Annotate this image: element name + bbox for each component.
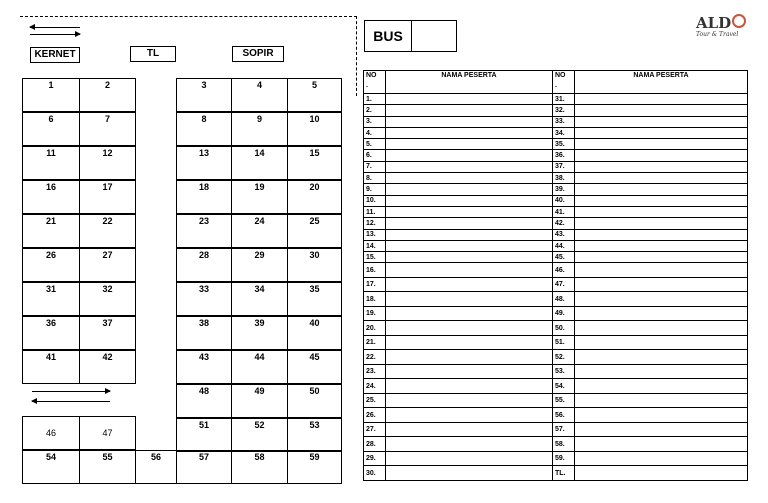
row-number: 38. bbox=[553, 173, 575, 184]
table-row bbox=[364, 263, 748, 278]
participant-name-cell[interactable] bbox=[386, 292, 553, 307]
seat-51: 51 bbox=[176, 418, 232, 452]
sopir-label: SOPIR bbox=[232, 46, 284, 62]
seat-43: 43 bbox=[176, 350, 232, 384]
row-number: 18. bbox=[364, 292, 386, 307]
participant-name-cell[interactable] bbox=[575, 292, 748, 307]
participant-name-cell[interactable] bbox=[386, 364, 553, 379]
seat-20: 20 bbox=[287, 180, 342, 214]
row-number: 44. bbox=[553, 240, 575, 251]
col-no-header: NO . bbox=[553, 71, 575, 94]
seat-12: 12 bbox=[79, 146, 136, 180]
row-number: 20. bbox=[364, 321, 386, 336]
participant-name-cell[interactable] bbox=[386, 321, 553, 336]
table-header-row bbox=[364, 71, 748, 94]
table-row bbox=[364, 127, 748, 138]
seat-35: 35 bbox=[287, 282, 342, 316]
arrow-left-icon bbox=[30, 27, 80, 28]
row-number: 49. bbox=[553, 306, 575, 321]
table-row bbox=[364, 206, 748, 217]
seat-58: 58 bbox=[231, 450, 288, 484]
row-number: 2. bbox=[364, 105, 386, 116]
seat-48: 48 bbox=[176, 384, 232, 418]
seat-37: 37 bbox=[79, 316, 136, 350]
row-number: 46. bbox=[553, 263, 575, 278]
logo-subtitle: Tour & Travel bbox=[696, 31, 739, 38]
col-name-header: NAMA PESERTA bbox=[386, 71, 553, 94]
participant-name-cell[interactable] bbox=[575, 229, 748, 240]
participant-name-cell[interactable] bbox=[575, 350, 748, 365]
row-number: 15. bbox=[364, 252, 386, 263]
row-number: 11. bbox=[364, 206, 386, 217]
participant-name-cell[interactable] bbox=[386, 306, 553, 321]
participant-name-cell[interactable] bbox=[575, 206, 748, 217]
participant-name-cell[interactable] bbox=[575, 277, 748, 292]
table-row bbox=[364, 184, 748, 195]
seat-7: 7 bbox=[79, 112, 136, 146]
seat-39: 39 bbox=[231, 316, 288, 350]
row-number: 35. bbox=[553, 139, 575, 150]
seat-50: 50 bbox=[287, 384, 342, 418]
seat-27: 27 bbox=[79, 248, 136, 282]
participant-name-cell[interactable] bbox=[575, 466, 748, 481]
participant-name-cell[interactable] bbox=[575, 306, 748, 321]
seat-40: 40 bbox=[287, 316, 342, 350]
seat-4: 4 bbox=[231, 78, 288, 112]
table-row bbox=[364, 321, 748, 336]
row-number: 34. bbox=[553, 127, 575, 138]
participant-name-cell[interactable] bbox=[386, 466, 553, 481]
arrow-left-icon bbox=[32, 401, 110, 402]
row-number: 14. bbox=[364, 240, 386, 251]
row-number: 58. bbox=[553, 437, 575, 452]
row-number: 37. bbox=[553, 161, 575, 172]
logo-emblem-icon bbox=[732, 14, 746, 28]
row-number: 17. bbox=[364, 277, 386, 292]
arrow-right-icon bbox=[30, 34, 80, 35]
seat-57: 57 bbox=[176, 450, 232, 484]
participant-name-cell[interactable] bbox=[575, 240, 748, 251]
row-number: 57. bbox=[553, 422, 575, 437]
table-row bbox=[364, 422, 748, 437]
participant-name-cell[interactable] bbox=[386, 195, 553, 206]
participant-name-cell[interactable] bbox=[386, 139, 553, 150]
seat-25: 25 bbox=[287, 214, 342, 248]
seat-22: 22 bbox=[79, 214, 136, 248]
company-logo bbox=[696, 14, 752, 42]
row-number: 9. bbox=[364, 184, 386, 195]
table-row bbox=[364, 393, 748, 408]
seat-55: 55 bbox=[79, 450, 136, 484]
participant-name-cell[interactable] bbox=[386, 116, 553, 127]
participant-name-cell[interactable] bbox=[386, 393, 553, 408]
participant-name-cell[interactable] bbox=[575, 105, 748, 116]
participant-name-cell[interactable] bbox=[575, 116, 748, 127]
participant-name-cell[interactable] bbox=[575, 195, 748, 206]
row-number: 59. bbox=[553, 451, 575, 466]
table-row bbox=[364, 150, 748, 161]
participant-name-cell[interactable] bbox=[386, 350, 553, 365]
participant-name-cell[interactable] bbox=[386, 240, 553, 251]
table-row bbox=[364, 218, 748, 229]
participant-name-cell[interactable] bbox=[386, 105, 553, 116]
participant-name-cell[interactable] bbox=[575, 321, 748, 336]
row-number: 51. bbox=[553, 335, 575, 350]
row-number: 5. bbox=[364, 139, 386, 150]
row-number: 26. bbox=[364, 408, 386, 423]
seat-13: 13 bbox=[176, 146, 232, 180]
participant-name-cell[interactable] bbox=[575, 364, 748, 379]
table-row bbox=[364, 105, 748, 116]
table-row bbox=[364, 379, 748, 394]
row-number: 40. bbox=[553, 195, 575, 206]
seat-15: 15 bbox=[287, 146, 342, 180]
row-number: 41. bbox=[553, 206, 575, 217]
row-number: 43. bbox=[553, 229, 575, 240]
row-number: 3. bbox=[364, 116, 386, 127]
row-number: 4. bbox=[364, 127, 386, 138]
participant-name-cell[interactable] bbox=[386, 451, 553, 466]
row-number: 56. bbox=[553, 408, 575, 423]
table-row bbox=[364, 306, 748, 321]
seat-11: 11 bbox=[22, 146, 80, 180]
row-number: 8. bbox=[364, 173, 386, 184]
row-number: 21. bbox=[364, 335, 386, 350]
table-row bbox=[364, 277, 748, 292]
participant-name-cell[interactable] bbox=[386, 379, 553, 394]
participant-name-cell[interactable] bbox=[386, 173, 553, 184]
table-row bbox=[364, 335, 748, 350]
arrow-right-icon bbox=[32, 391, 110, 392]
table-row bbox=[364, 116, 748, 127]
row-number: 45. bbox=[553, 252, 575, 263]
seat-52: 52 bbox=[231, 418, 288, 452]
row-number: 55. bbox=[553, 393, 575, 408]
row-number: 16. bbox=[364, 263, 386, 278]
table-row bbox=[364, 173, 748, 184]
seat-26: 26 bbox=[22, 248, 80, 282]
row-number: 13. bbox=[364, 229, 386, 240]
participant-name-cell[interactable] bbox=[386, 277, 553, 292]
seat-28: 28 bbox=[176, 248, 232, 282]
row-number: 29. bbox=[364, 451, 386, 466]
seat-46: 46 bbox=[22, 416, 80, 450]
participant-name-cell[interactable] bbox=[386, 437, 553, 452]
seat-3: 3 bbox=[176, 78, 232, 112]
table-row bbox=[364, 350, 748, 365]
participant-name-cell[interactable] bbox=[575, 422, 748, 437]
seat-59: 59 bbox=[287, 450, 342, 484]
table-row bbox=[364, 451, 748, 466]
row-number: 25. bbox=[364, 393, 386, 408]
table-row bbox=[364, 408, 748, 423]
row-number: 23. bbox=[364, 364, 386, 379]
seat-44: 44 bbox=[231, 350, 288, 384]
seat-38: 38 bbox=[176, 316, 232, 350]
row-number: 32. bbox=[553, 105, 575, 116]
seat-16: 16 bbox=[22, 180, 80, 214]
participant-name-cell[interactable] bbox=[575, 94, 748, 105]
table-row bbox=[364, 195, 748, 206]
seat-33: 33 bbox=[176, 282, 232, 316]
table-row bbox=[364, 229, 748, 240]
seat-54: 54 bbox=[22, 450, 80, 484]
row-number: 6. bbox=[364, 150, 386, 161]
row-number: 1. bbox=[364, 94, 386, 105]
table-row bbox=[364, 94, 748, 105]
participant-name-cell[interactable] bbox=[386, 335, 553, 350]
table-row bbox=[364, 292, 748, 307]
row-number: 30. bbox=[364, 466, 386, 481]
participant-name-cell[interactable] bbox=[575, 437, 748, 452]
seat-14: 14 bbox=[231, 146, 288, 180]
participant-name-cell[interactable] bbox=[575, 451, 748, 466]
seat-56: 56 bbox=[135, 450, 177, 484]
participant-name-cell[interactable] bbox=[575, 150, 748, 161]
seat-17: 17 bbox=[79, 180, 136, 214]
participant-name-cell[interactable] bbox=[386, 94, 553, 105]
seat-8: 8 bbox=[176, 112, 232, 146]
seat-47: 47 bbox=[79, 416, 136, 450]
participant-name-cell[interactable] bbox=[575, 263, 748, 278]
seat-30: 30 bbox=[287, 248, 342, 282]
seat-1: 1 bbox=[22, 78, 80, 112]
participant-name-cell[interactable] bbox=[575, 127, 748, 138]
row-number: 27. bbox=[364, 422, 386, 437]
row-number: 50. bbox=[553, 321, 575, 336]
participant-name-cell[interactable] bbox=[386, 206, 553, 217]
row-number: 54. bbox=[553, 379, 575, 394]
row-number: 10. bbox=[364, 195, 386, 206]
tl-label: TL bbox=[130, 46, 176, 62]
bus-label: BUS bbox=[365, 21, 412, 51]
row-number: 39. bbox=[553, 184, 575, 195]
row-number: 19. bbox=[364, 306, 386, 321]
table-row bbox=[364, 364, 748, 379]
row-number: 42. bbox=[553, 218, 575, 229]
table-row bbox=[364, 437, 748, 452]
seat-19: 19 bbox=[231, 180, 288, 214]
seat-21: 21 bbox=[22, 214, 80, 248]
participant-name-cell[interactable] bbox=[575, 335, 748, 350]
col-no-header: NO . bbox=[364, 71, 386, 94]
logo-text: ALD bbox=[696, 14, 732, 32]
participant-name-cell[interactable] bbox=[386, 218, 553, 229]
participant-name-cell[interactable] bbox=[575, 252, 748, 263]
row-number: 22. bbox=[364, 350, 386, 365]
participant-name-cell[interactable] bbox=[575, 173, 748, 184]
participant-name-cell[interactable] bbox=[386, 252, 553, 263]
seat-31: 31 bbox=[22, 282, 80, 316]
seat-49: 49 bbox=[231, 384, 288, 418]
seat-42: 42 bbox=[79, 350, 136, 384]
participant-name-cell[interactable] bbox=[386, 229, 553, 240]
seat-9: 9 bbox=[231, 112, 288, 146]
seat-18: 18 bbox=[176, 180, 232, 214]
seat-34: 34 bbox=[231, 282, 288, 316]
participant-name-cell[interactable] bbox=[575, 408, 748, 423]
participant-name-cell[interactable] bbox=[575, 218, 748, 229]
table-row bbox=[364, 252, 748, 263]
row-number: 24. bbox=[364, 379, 386, 394]
row-number: 28. bbox=[364, 437, 386, 452]
bus-outline-top bbox=[20, 16, 357, 17]
row-number: 53. bbox=[553, 364, 575, 379]
seat-6: 6 bbox=[22, 112, 80, 146]
participant-name-cell[interactable] bbox=[575, 393, 748, 408]
participant-name-cell[interactable] bbox=[386, 184, 553, 195]
seat-23: 23 bbox=[176, 214, 232, 248]
seat-53: 53 bbox=[287, 418, 342, 452]
row-number: 12. bbox=[364, 218, 386, 229]
participant-name-cell[interactable] bbox=[386, 422, 553, 437]
seat-24: 24 bbox=[231, 214, 288, 248]
row-number: 47. bbox=[553, 277, 575, 292]
participant-name-cell[interactable] bbox=[386, 150, 553, 161]
seat-36: 36 bbox=[22, 316, 80, 350]
row-number: 7. bbox=[364, 161, 386, 172]
participant-name-cell[interactable] bbox=[575, 161, 748, 172]
bus-outline-right bbox=[356, 16, 357, 96]
row-number: 36. bbox=[553, 150, 575, 161]
seat-45: 45 bbox=[287, 350, 342, 384]
participant-name-cell[interactable] bbox=[575, 379, 748, 394]
bus-number-box bbox=[364, 20, 457, 52]
participant-name-cell[interactable] bbox=[575, 184, 748, 195]
table-row bbox=[364, 466, 748, 481]
table-row bbox=[364, 139, 748, 150]
participant-name-cell[interactable] bbox=[386, 408, 553, 423]
seat-2: 2 bbox=[79, 78, 136, 112]
participant-table bbox=[363, 70, 748, 481]
participant-name-cell[interactable] bbox=[386, 161, 553, 172]
participant-name-cell[interactable] bbox=[575, 139, 748, 150]
seat-5: 5 bbox=[287, 78, 342, 112]
table-row bbox=[364, 161, 748, 172]
seat-32: 32 bbox=[79, 282, 136, 316]
seat-41: 41 bbox=[22, 350, 80, 384]
row-number: 48. bbox=[553, 292, 575, 307]
row-number: 52. bbox=[553, 350, 575, 365]
kernet-label: KERNET bbox=[30, 47, 80, 63]
row-number: 33. bbox=[553, 116, 575, 127]
col-name-header: NAMA PESERTA bbox=[575, 71, 748, 94]
seat-29: 29 bbox=[231, 248, 288, 282]
row-number: TL. bbox=[553, 466, 575, 481]
participant-name-cell[interactable] bbox=[386, 127, 553, 138]
row-number: 31. bbox=[553, 94, 575, 105]
table-row bbox=[364, 240, 748, 251]
seat-10: 10 bbox=[287, 112, 342, 146]
participant-name-cell[interactable] bbox=[386, 263, 553, 278]
